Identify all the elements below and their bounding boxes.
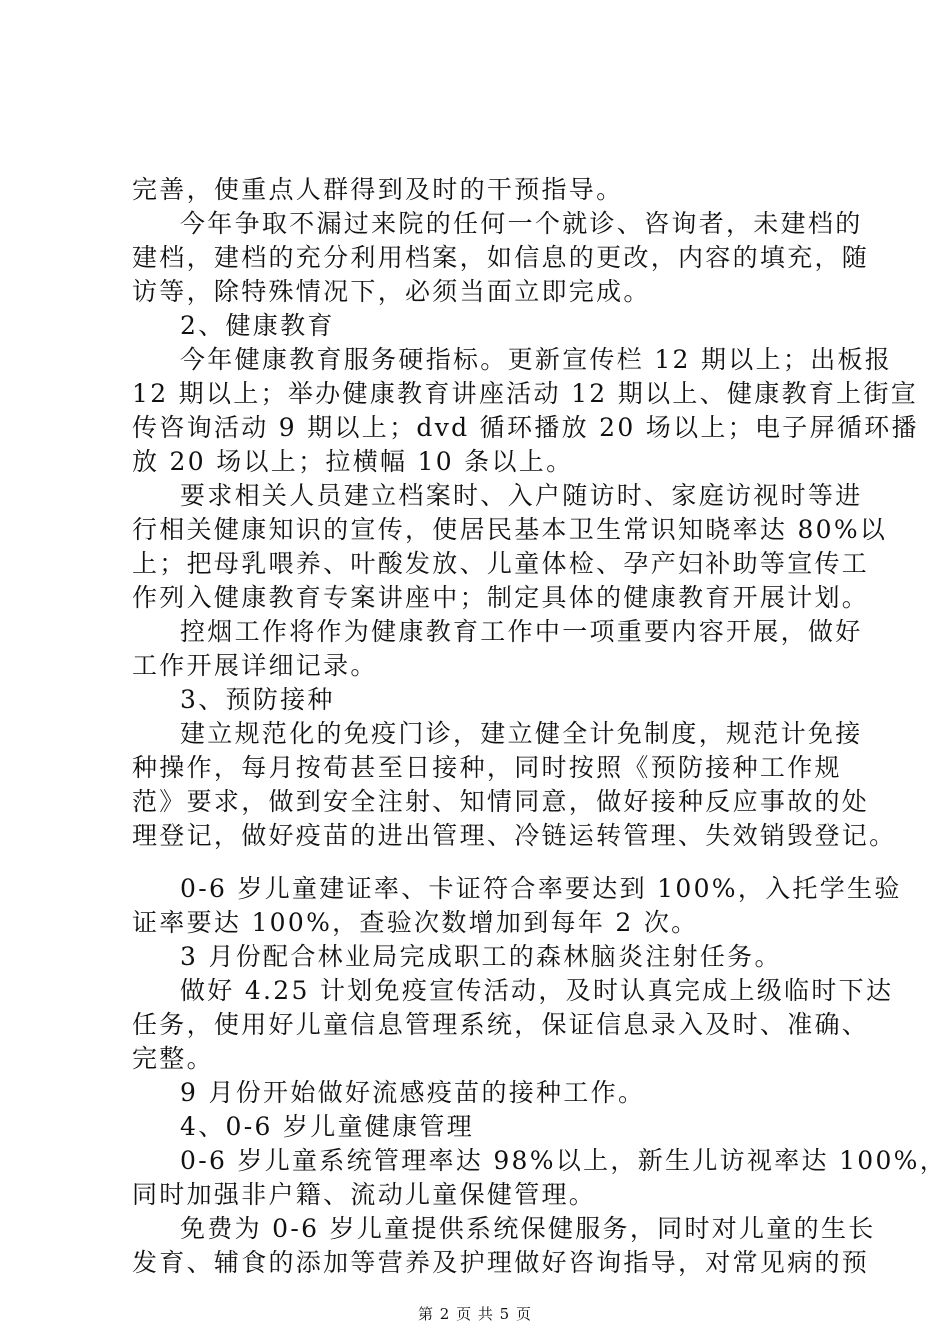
- text-line: 理登记，做好疫苗的进出管理、冷链运转管理、失效销毁登记。: [132, 821, 897, 850]
- text-line: 同时加强非户籍、流动儿童保健管理。: [132, 1180, 597, 1209]
- text-line: 证率要达 100%，查验次数增加到每年 2 次。: [132, 908, 699, 937]
- text-line: 控烟工作将作为健康教育工作中一项重要内容开展，做好: [180, 617, 863, 646]
- text-line: 访等，除特殊情况下，必须当面立即完成。: [132, 277, 651, 306]
- text-line: 免费为 0-6 岁儿童提供系统保健服务，同时对儿童的生长: [180, 1214, 876, 1243]
- text-line: 工作开展详细记录。: [132, 651, 378, 680]
- text-line: 完善，使重点人群得到及时的干预指导。: [132, 175, 624, 204]
- text-line: 传咨询活动 9 期以上；dvd 循环播放 20 场以上；电子屏循环播: [132, 413, 919, 442]
- text-line: 9 月份开始做好流感疫苗的接种工作。: [180, 1078, 646, 1107]
- text-line: 今年健康教育服务硬指标。更新宣传栏 12 期以上；出板报: [180, 345, 893, 374]
- text-line: 放 20 场以上；拉横幅 10 条以上。: [132, 447, 574, 476]
- text-line: 0-6 岁儿童建证率、卡证符合率要达到 100%，入托学生验: [180, 874, 902, 903]
- text-line: 3 月份配合林业局完成职工的森林脑炎注射任务。: [180, 942, 782, 971]
- text-line: 12 期以上；举办健康教育讲座活动 12 期以上、健康教育上街宣: [132, 379, 919, 408]
- text-line: 建立规范化的免疫门诊，建立健全计免制度，规范计免接: [180, 719, 863, 748]
- text-line: 上；把母乳喂养、叶酸发放、儿童体检、孕产妇补助等宣传工: [132, 549, 870, 578]
- section-heading: 3、预防接种: [180, 685, 335, 714]
- text-line: 做好 4.25 计划免疫宣传活动，及时认真完成上级临时下达: [180, 976, 894, 1005]
- section-heading: 4、0-6 岁儿童健康管理: [180, 1112, 475, 1141]
- text-line: 范》要求，做到安全注射、知情同意，做好接种反应事故的处: [132, 787, 870, 816]
- text-line: 0-6 岁儿童系统管理率达 98%以上，新生儿访视率达 100%，: [180, 1146, 948, 1175]
- section-heading: 2、健康教育: [180, 311, 335, 340]
- text-line: 任务，使用好儿童信息管理系统，保证信息录入及时、准确、: [132, 1010, 870, 1039]
- text-line: 要求相关人员建立档案时、入户随访时、家庭访视时等进: [180, 481, 863, 510]
- text-line: 作列入健康教育专案讲座中；制定具体的健康教育开展计划。: [132, 583, 870, 612]
- text-line: 建档，建档的充分利用档案，如信息的更改，内容的填充，随: [132, 243, 870, 272]
- text-line: 今年争取不漏过来院的任何一个就诊、咨询者，未建档的: [180, 209, 863, 238]
- text-line: 发育、辅食的添加等营养及护理做好咨询指导，对常见病的预: [132, 1248, 870, 1277]
- page-number: 第 2 页 共 5 页: [418, 1305, 532, 1323]
- text-line: 行相关健康知识的宣传，使居民基本卫生常识知晓率达 80%以: [132, 515, 888, 544]
- text-line: 完整。: [132, 1044, 214, 1073]
- text-line: 种操作，每月按荀甚至日接种，同时按照《预防接种工作规: [132, 753, 842, 782]
